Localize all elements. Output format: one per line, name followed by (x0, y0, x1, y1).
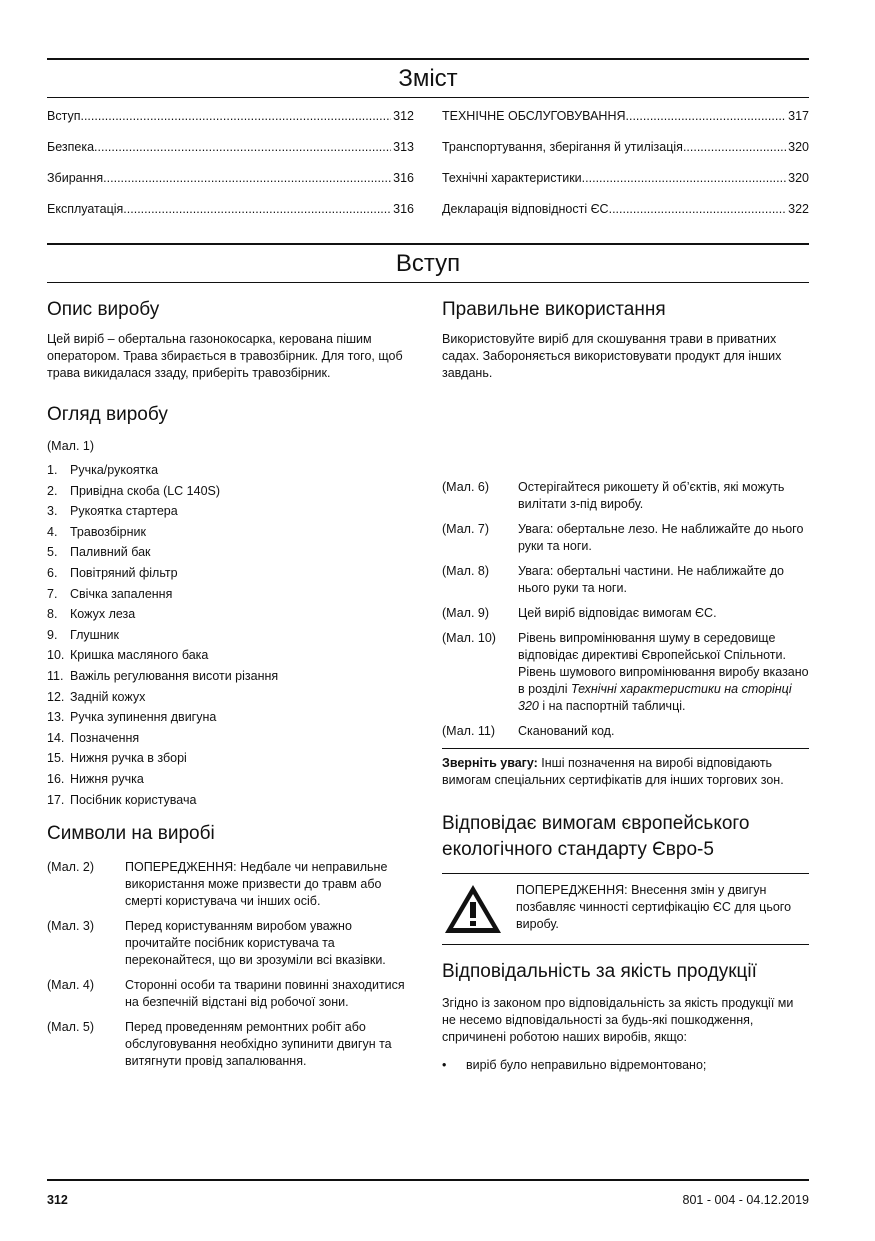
toc-entry[interactable] (47, 140, 414, 171)
contents-title: Зміст (47, 58, 809, 98)
toc-entry-label: Декларація відповідності ЄС (442, 202, 609, 216)
toc-left-column (47, 109, 414, 233)
description-text: Цей виріб – обертальна газонокосарка, керована пішим оператором. Трава збирається в травозбірник. Для того, щоб трава викидалася ззаду, приберіть травозбірник. (47, 332, 403, 380)
list-item: 12. Задній кожух (47, 689, 146, 704)
table-of-contents (47, 109, 809, 233)
right-column (442, 299, 809, 1078)
toc-entry-label: Технічні характеристики (442, 171, 582, 185)
symbol-entry: (Мал. 6) Остерігайтеся рикошету й об’єктів, які можуть вилітати з-під виробу. (442, 480, 785, 511)
document-code: 801 - 004 - 04.12.2019 (682, 1193, 809, 1207)
page (47, 58, 809, 1218)
intended-use-text: Використовуйте виріб для скошування трави в приватних садах. Забороняється використовувати продукт для інших завдань. (442, 332, 782, 380)
warning-triangle-icon (442, 882, 504, 936)
symbols-right-list (442, 479, 809, 740)
list-item: 2. Привідна скоба (LC 140S) (47, 483, 221, 498)
toc-entry-page: 312 (393, 109, 414, 123)
list-item: 10. Кришка масляного бака (47, 648, 209, 663)
symbol-entry: (Мал. 11) Сканований код. (442, 724, 615, 738)
cross-reference-link[interactable]: Технічні характеристики на сторінці 320 (518, 682, 792, 713)
toc-entry[interactable] (47, 109, 414, 140)
euro5-heading: Відповідає вимогам європейського екологічного стандарту Євро-5 (442, 813, 750, 860)
symbol-entry: (Мал. 4) Сторонні особи та тварини повинні знаходитися на безпечній відстані від робочої зони. (47, 978, 405, 1010)
page-number: 312 (47, 1193, 68, 1207)
list-item: 1. Ручка/рукоятка (47, 463, 159, 477)
overview-heading: Огляд виробу (47, 404, 168, 425)
list-item: 11. Важіль регулювання висоти різання (47, 668, 279, 683)
toc-entry[interactable] (47, 171, 414, 202)
toc-entry-label: ТЕХНІЧНЕ ОБСЛУГОВУВАННЯ (442, 109, 626, 123)
toc-entry-label: Безпека (47, 140, 95, 154)
toc-leader (609, 202, 787, 216)
list-item: 5. Паливний бак (47, 545, 151, 560)
toc-entry[interactable] (442, 140, 809, 171)
toc-entry-label: Вступ (47, 109, 81, 123)
toc-entry[interactable] (47, 202, 414, 233)
list-item: 16. Нижня ручка (47, 771, 144, 786)
list-item: 4. Травозбірник (47, 524, 146, 539)
toc-entry-label: Експлуатація (47, 202, 124, 216)
toc-entry-page: 316 (393, 171, 414, 185)
toc-entry-label: Збирання (47, 171, 104, 185)
toc-leader (683, 140, 786, 154)
warning-text: ПОПЕРЕДЖЕННЯ: Внесення змін у двигун позбавляє чинності сертифікацію ЄС для цього виробу. (516, 883, 792, 931)
list-item: 8. Кожух леза (47, 607, 136, 622)
divider (442, 748, 809, 749)
list-item: 13. Ручка зупинення двигуна (47, 710, 217, 725)
symbol-entry-noise: (Мал. 10) Рівень випромінювання шуму в середовище відповідає директиві Європейської Спільноти. Рівень шумового випромінювання виробу вказано в розділі Технічні характеристики на сторінці 320 і на паспортній табличці. (442, 631, 809, 713)
list-item: 7. Свічка запалення (47, 586, 173, 601)
note-paragraph: Зверніть увагу: Інші позначення на виробі відповідають вимогам спеціальних сертифікатів для інших торгових зон. (442, 756, 784, 787)
toc-leader (582, 171, 786, 185)
warning-box (442, 873, 809, 945)
liability-heading: Відповідальність за якість продукції (442, 961, 757, 982)
toc-leader (626, 109, 787, 123)
intended-use-heading: Правильне використання (442, 299, 666, 320)
toc-entry-page: 316 (393, 202, 414, 216)
toc-entry-page: 317 (788, 109, 809, 123)
toc-leader (103, 171, 391, 185)
toc-entry[interactable] (442, 202, 809, 233)
toc-right-column (442, 109, 809, 233)
toc-entry-page: 322 (788, 202, 809, 216)
list-item: 3. Рукоятка стартера (47, 504, 178, 519)
main-content (47, 299, 809, 1078)
description-heading: Опис виробу (47, 299, 160, 320)
list-item: 15. Нижня ручка в зборі (47, 751, 187, 766)
symbol-entry: (Мал. 3) Перед користуванням виробом уважно прочитайте посібник користувача та переконайтеся, що ви зрозуміли всі вказівки. (47, 919, 386, 968)
toc-leader (80, 109, 391, 123)
toc-entry[interactable] (442, 109, 809, 140)
symbol-entry: (Мал. 2) ПОПЕРЕДЖЕННЯ: Недбале чи неправильне використання може призвести до травм або смерті користувача чи інших осіб. (47, 860, 388, 909)
overview-figure-ref: (Мал. 1) (47, 439, 95, 453)
warning-label: ПОПЕРЕДЖЕННЯ: (516, 883, 628, 897)
toc-entry-page: 320 (788, 140, 809, 154)
symbol-entry: (Мал. 7) Увага: обертальне лезо. Не наближайте до нього руки та ноги. (442, 522, 804, 553)
toc-leader (123, 202, 391, 216)
symbols-left-list (47, 859, 414, 1070)
symbol-entry: (Мал. 5) Перед проведенням ремонтних робіт або обслуговування необхідно зупинити двигун та витягнути провід запалювання. (47, 1020, 392, 1069)
toc-leader (94, 140, 391, 154)
bullet-icon: • (442, 1058, 447, 1072)
list-item: • виріб було неправильно відремонтовано; (442, 1058, 707, 1072)
toc-entry[interactable] (442, 171, 809, 202)
toc-entry-page: 313 (393, 140, 414, 154)
list-item: 9. Глушник (47, 627, 119, 642)
symbol-entry: (Мал. 9) Цей виріб відповідає вимогам ЄС. (442, 606, 717, 620)
section-title: Вступ (47, 243, 809, 283)
toc-entry-page: 320 (788, 171, 809, 185)
page-footer (47, 1179, 809, 1207)
toc-entry-label: Транспортування, зберігання й утилізація (442, 140, 683, 154)
list-item: 17. Посібник користувача (47, 792, 197, 807)
note-label: Зверніть увагу: (442, 756, 538, 770)
symbols-heading: Символи на виробі (47, 823, 215, 845)
liability-text: Згідно із законом про відповідальність за якість продукції ми не несемо відповідальності за будь-які пошкодження, спричинені роботою наших виробів, якщо: (442, 996, 794, 1044)
list-item: 6. Повітряний фільтр (47, 565, 178, 580)
symbol-entry: (Мал. 8) Увага: обертальні частини. Не наближайте до нього руки та ноги. (442, 564, 784, 595)
parts-list (47, 463, 414, 813)
left-column (47, 299, 414, 1078)
list-item: 14. Позначення (47, 730, 140, 745)
